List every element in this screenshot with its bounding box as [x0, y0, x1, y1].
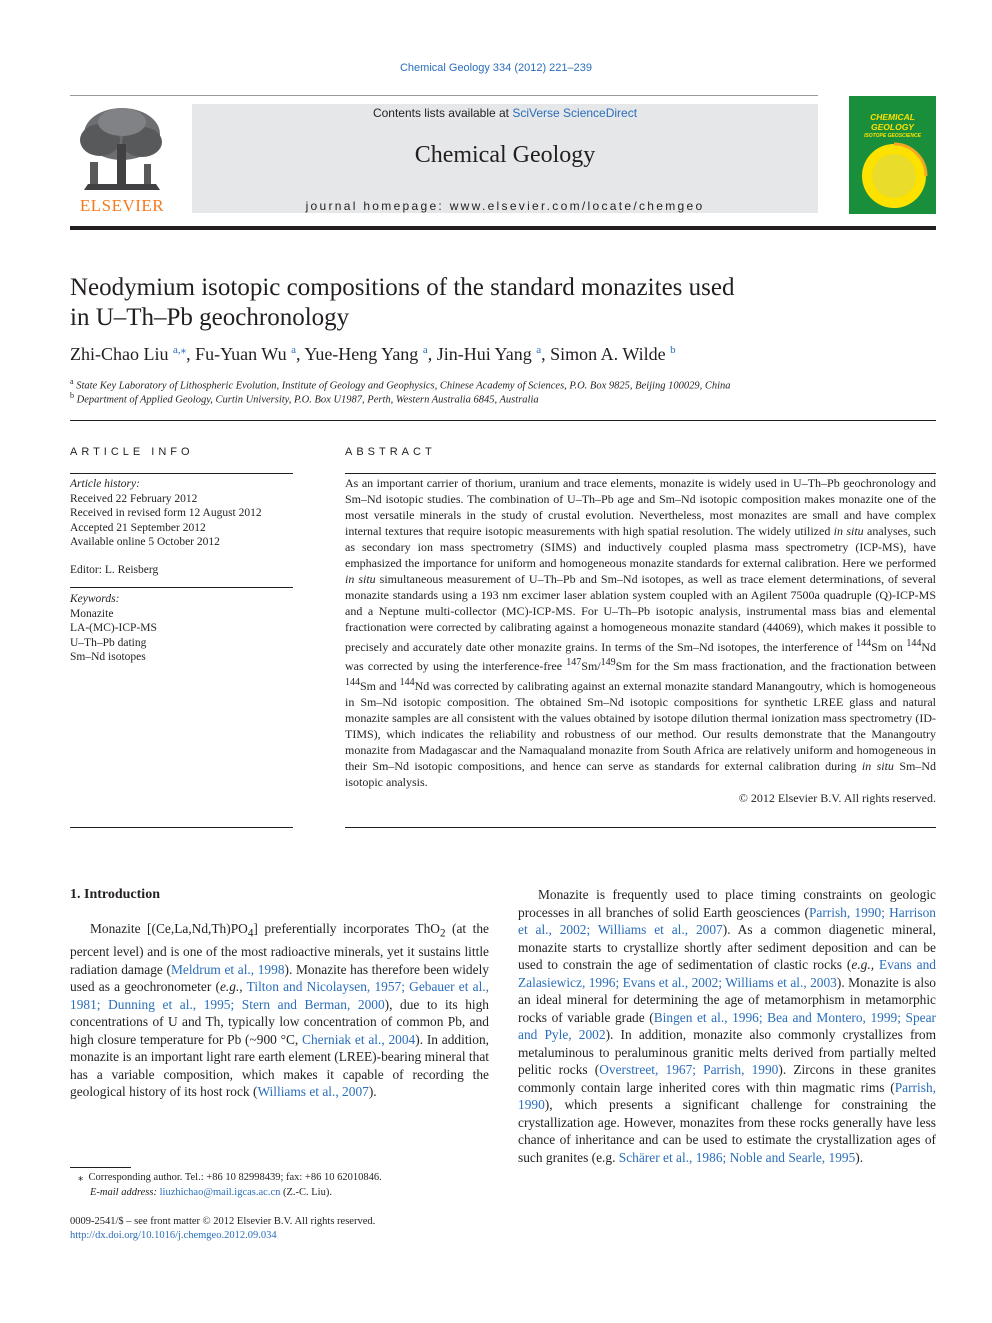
author-2[interactable] — [195, 344, 304, 364]
journal-homepage — [192, 199, 818, 213]
date-received: Received 22 February 2012 — [70, 492, 198, 505]
header-rule — [70, 226, 936, 230]
citation-link[interactable]: Schärer et al., 1986; Noble and Searle, 1995 — [618, 1149, 856, 1165]
cover-title-line1: CHEMICAL — [870, 112, 915, 122]
issn-line: 0009-2541/$ – see front matter © 2012 Elsevier B.V. All rights reserved. — [70, 1216, 376, 1227]
journal-citation[interactable]: Chemical Geology 334 (2012) 221–239 — [399, 62, 593, 74]
author-name: Yue-Heng Yang — [304, 344, 419, 364]
homepage-prefix: journal homepage: — [305, 199, 450, 213]
author-affiliation-mark[interactable]: a — [422, 344, 428, 356]
email-note — [70, 1185, 510, 1200]
article-info-bottom-rule — [70, 827, 293, 828]
email-link[interactable]: liuzhichao@mail.igcas.ac.cn — [159, 1187, 281, 1198]
author-affiliation-mark[interactable]: a — [536, 344, 542, 356]
citation-link[interactable]: Evans and Zalasiewicz, 1996; Evans et al., 2002; Williams et al., 2003 — [518, 957, 936, 990]
abstract-copyright: © 2012 Elsevier B.V. All rights reserved. — [738, 791, 936, 806]
citation-link[interactable]: Cherniak et al., 2004 — [302, 1031, 416, 1047]
affiliation-b — [70, 391, 936, 406]
author-affiliation-mark[interactable]: b — [670, 344, 676, 356]
section-rule — [70, 420, 936, 421]
author-3[interactable] — [304, 344, 436, 364]
affiliation-label: b — [70, 391, 74, 400]
article-title — [70, 273, 936, 333]
header-top-rule — [70, 95, 818, 96]
author-separator: , — [541, 344, 551, 364]
editor-line: Editor: L. Reisberg — [70, 564, 159, 576]
cover-subtitle: ISOTOPE GEOSCIENCE — [864, 133, 921, 139]
abstract-bottom-rule — [345, 827, 936, 828]
date-revised: Received in revised form 12 August 2012 — [70, 507, 262, 519]
sciencedirect-link[interactable]: SciVerse ScienceDirect — [512, 106, 638, 120]
history-label: Article history: — [70, 478, 140, 490]
title-line-2: in U–Th–Pb geochronology — [70, 304, 350, 331]
cover-title-line2: GEOLOGY — [871, 122, 914, 132]
keywords-rule — [70, 587, 293, 588]
cover-graphic — [849, 140, 936, 214]
author-name: Jin-Hui Yang — [436, 344, 532, 364]
citation-link[interactable]: Meldrum et al., 1998 — [170, 961, 285, 977]
author-name: Simon A. Wilde — [550, 344, 666, 364]
date-online: Available online 5 October 2012 — [70, 536, 220, 548]
affiliation-text: Department of Applied Geology, Curtin University, P.O. Box U1987, Perth, Western Australia 6845, Australia — [76, 394, 539, 406]
introduction-heading: 1. Introduction — [70, 887, 160, 902]
footnote-marker: ⁎ — [78, 1172, 84, 1183]
article-info-heading: ARTICLE INFO — [70, 446, 194, 458]
keywords-label: Keywords: — [70, 593, 120, 605]
author-1[interactable] — [70, 344, 195, 364]
keyword: U–Th–Pb dating — [70, 636, 147, 649]
citation-link[interactable]: Bingen et al., 1996; Bea and Montero, 1999; Spear and Pyle, 2002 — [518, 1009, 936, 1042]
article-info-rule — [70, 473, 293, 474]
elsevier-logo-text: ELSEVIER — [79, 196, 165, 215]
citation-link[interactable]: Overstreet, 1967; Parrish, 1990 — [599, 1062, 779, 1077]
affiliation-a — [70, 377, 936, 392]
keyword: Sm–Nd isotopes — [70, 651, 146, 663]
journal-name: Chemical Geology — [414, 142, 596, 168]
contents-prefix: Contents lists available at — [372, 106, 513, 120]
affiliation-label: a — [70, 377, 74, 386]
author-separator: , — [295, 344, 305, 364]
title-line-1: Neodymium isotopic compositions of the standard monazites used — [70, 274, 735, 301]
author-name: Zhi-Chao Liu — [70, 344, 169, 364]
author-affiliation-mark[interactable]: a — [291, 344, 296, 356]
doi-link[interactable]: http://dx.doi.org/10.1016/j.chemgeo.2012.09.034 — [70, 1230, 277, 1241]
author-list — [70, 343, 936, 365]
contents-line — [192, 106, 818, 120]
keyword: Monazite — [70, 607, 114, 620]
journal-cover-image — [849, 96, 936, 214]
affiliation-text: State Key Laboratory of Lithospheric Evolution, Institute of Geology and Geophysics, Chinese Academy of Sciences, P.O. Box 9825, Beijing 100029, China — [76, 380, 731, 392]
citation-link[interactable]: Parrish, 1990 — [518, 1079, 936, 1112]
citation-link[interactable]: Williams et al., 2007 — [257, 1084, 369, 1100]
intro-column-right: Monazite is frequently used to place timing constraints on geologic processes in all branches of solid Earth geosciences (Parrish, 1990; Harrison et al., 2002; Williams et al., 2007). As a common diagenetic mineral, monazite starts to crystallize shortly after sediment deposition and can be used to constrain the age of sedimentation of clastic rocks (e.g., Evans and Zalasiewicz, 1996; Evans et al., 2002; Williams et al., 2003). Monazite is also an ideal mineral for determining the age of metamorphism in metamorphic rocks of variable grade (Bingen et al., 1996; Bea and Montero, 1999; Spear and Pyle, 2002). In addition, monazite also commonly crystallizes from metaluminous to peraluminous granitic melts derived from partially melted pelitic rocks (Overstreet, 1967; Parrish, 1990). Zircons in these granites commonly contain large inherited cores with thin magmatic rims (Parrish, 1990), which presents a significant challenge for constraining the crystallization age. However, monazites from these rocks generally have less chance of inheritance and can be used to estimate the crystallization ages of such granites (e.g. Schärer et al., 1986; Noble and Searle, 1995). — [518, 887, 937, 1165]
email-label: E-mail address: — [90, 1187, 157, 1198]
author-name: Fu-Yuan Wu — [195, 344, 287, 364]
abstract-rule — [345, 473, 936, 474]
email-suffix: (Z.-C. Liu). — [280, 1187, 332, 1198]
article-history — [70, 477, 293, 550]
abstract-text: As an important carrier of thorium, uranium and trace elements, monazite is widely used in U–Th–Pb geochronology and Sm–Nd isotopic studies. The combination of U–Th–Pb age and Sm–Nd isotopic composition makes monazite one of the most versatile minerals in the study of crustal evolution. Nevertheless, most monazites are small and have complex internal textures that require isotopic measurements with high spatial resolution. The widely utilized in situ analyses, such as secondary ion mass spectrometry (SIMS) and inductively coupled plasma mass spectrometry (ICP-MS), have emphasized the importance for uniform and homogeneous monazite standards for external calibration. Here we performed in situ simultaneous measurement of U–Th–Pb and Sm–Nd isotopes, as well as trace element determinations, of several monazite standards using a 193 nm excimer laser ablation system coupled with an Agilent 7500a quadruple (Q)-ICP-MS and a Neptune multi-collector (MC)-ICP-MS. For U–Th–Pb isotopic analysis, instrumental mass bias and elemental fractionation were corrected by calibrating against a homogeneous monazite standard (44069), which makes it possible to precisely and accurately date other monazite grains. In terms of the Sm–Nd isotopes, the interference of $^{144}$Sm on $^{144}$Nd was corrected by using the interference-free $^{147}$Sm/$^{149}$Sm for the Sm mass fractionation, and the fractionation between $^{144}$Sm and $^{144}$Nd was corrected by calibrating against an external monazite standard Manangoutry, which is homogeneous in Sm–Nd isotopic composition. The obtained Sm–Nd isotopic compositions for synthetic LREE glass and natural monazite samples are all consistent with the values obtained by isotope dilution thermal ionization mass spectrometry (ID-TIMS), which indicates the reliability and robustness of our method. Our results demonstrate that the Manangoutry monazite from Madagascar and the Namaqualand monazite from South Africa are relatively uniform and homogeneous in their Sm–Nd isotopic compositions, and hence can serve as standards for external calibration during in situ Sm–Nd isotopic analysis. © 2012 Elsevier B.V. All rights reserved. — [345, 476, 937, 806]
author-4[interactable] — [437, 344, 550, 364]
footnote-rule — [70, 1167, 131, 1168]
author-separator: , — [427, 344, 437, 364]
intro-column-left: Monazite $[(Ce,La,Nd,Th)PO_4]$ preferentially incorporates ThO$_2$ (at the percent level) and is one of the most radioactive minerals, yet it sustains little radiation damage (Meldrum et al., 1998). Monazite has therefore been widely used as a geochronometer (e.g., Tilton and Nicolaysen, 1957; Gebauer et al., 1981; Dunning et al., 1995; Stern and Berman, 2000), due to its high concentrations of U and Th, typically low concentration of common Pb, and high closure temperature for Pb (~900 °C, Cherniak et al., 2004). In addition, monazite is an important light rare earth element (LREE)-bearing mineral that has a variable composition, which makes it capable of recording the geological history of its host rock (Williams et al., 2007). — [70, 921, 489, 1100]
author-separator: , — [186, 344, 196, 364]
citation-link[interactable]: Parrish, 1990; Harrison et al., 2002; Williams et al., 2007 — [518, 904, 936, 937]
author-affiliation-mark[interactable]: a,⁎ — [172, 344, 187, 356]
keyword: LA-(MC)-ICP-MS — [70, 622, 157, 634]
abstract-heading: ABSTRACT — [345, 446, 436, 458]
homepage-url[interactable]: www.elsevier.com/locate/chemgeo — [449, 199, 705, 213]
citation-link[interactable]: Tilton and Nicolaysen, 1957; Gebauer et al., 1981; Dunning et al., 1995; Stern and Berman, 2000 — [70, 979, 489, 1012]
corresponding-author-note — [70, 1170, 498, 1185]
date-accepted: Accepted 21 September 2012 — [70, 521, 206, 534]
keywords-block — [70, 592, 293, 665]
author-5[interactable] — [550, 344, 675, 364]
corresponding-text: Corresponding author. Tel.: +86 10 82998439; fax: +86 10 62010846. — [88, 1172, 382, 1183]
